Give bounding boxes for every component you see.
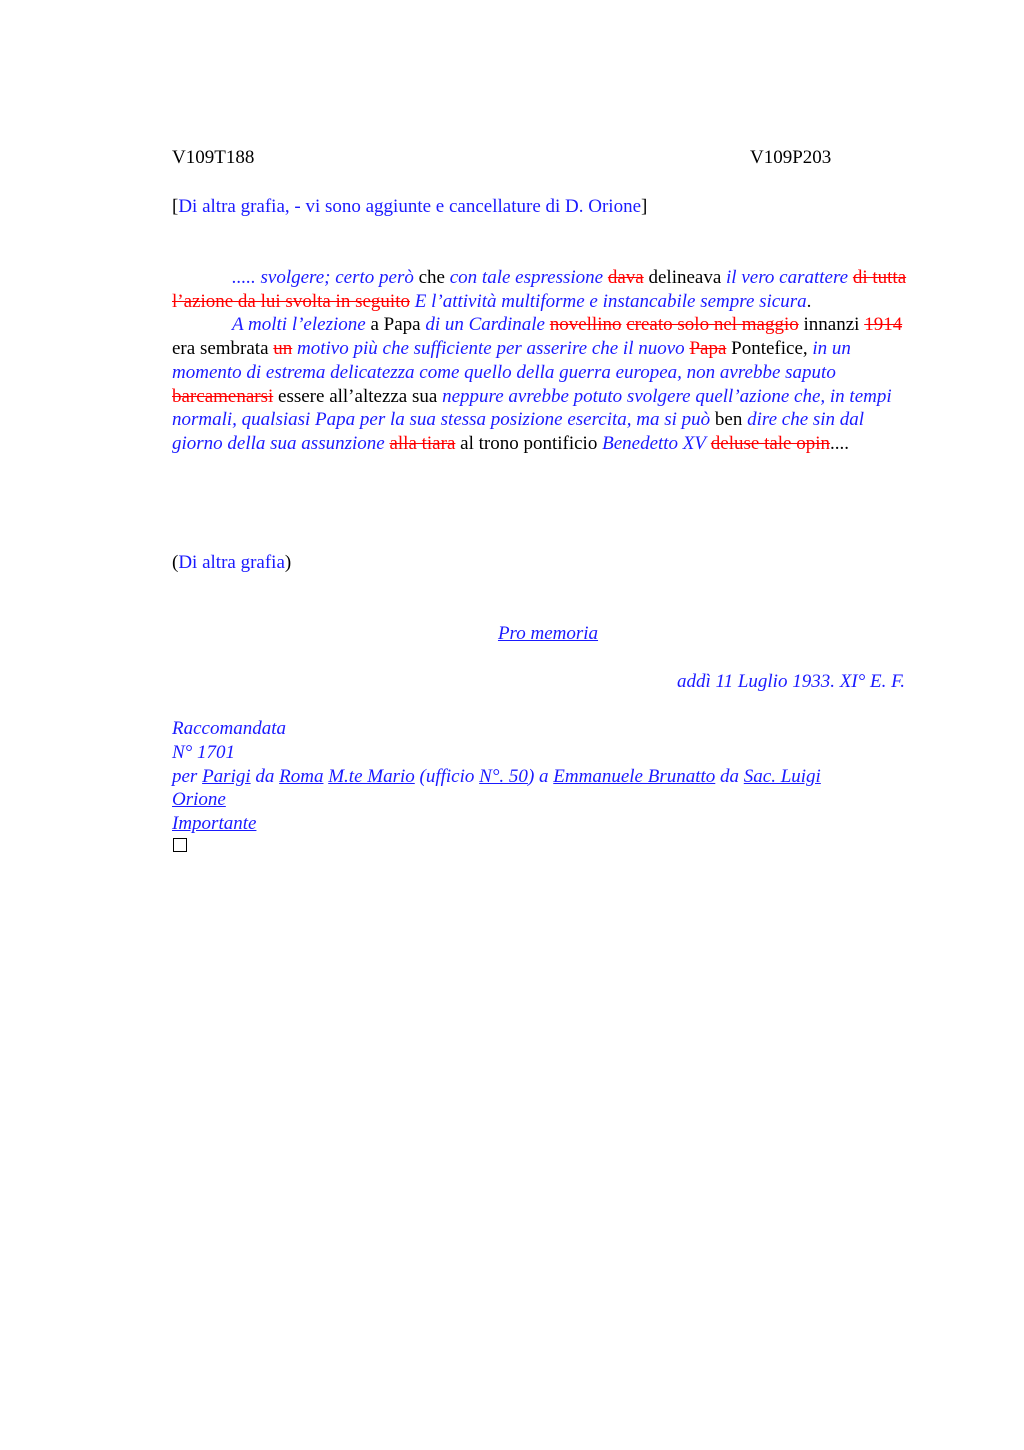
added-text: dire che sin dal giorno della sua assunzione	[172, 409, 865, 454]
checkbox-square-icon	[173, 838, 187, 852]
memo-date: addì 11 Luglio 1933. XI° E. F.	[676, 671, 905, 692]
deleted-text: alla tiara	[389, 432, 456, 454]
memo-word: ) a	[527, 765, 554, 787]
added-text: neppure avrebbe potuto svolgere quell’azione che, in tempi normali, qualsiasi Papa per la sua stessa posizione esercita, ma si può	[172, 385, 892, 431]
memo-line-number: N° 1701	[172, 741, 236, 763]
original-text: ....	[830, 432, 850, 454]
added-text: il vero carattere	[726, 267, 849, 288]
note-text: Di altra grafia	[178, 552, 285, 573]
deleted-text: di tutta l’azione da lui svolta in seguito	[172, 267, 907, 312]
memo-title: Pro memoria	[497, 623, 599, 644]
original-text: era sembrata	[172, 338, 274, 360]
deleted-text: dava	[607, 267, 644, 288]
original-text: delineava	[643, 267, 727, 288]
added-text: in un momento di estrema delicatezza come quello della guerra europea, non avrebbe saputo	[172, 338, 851, 383]
deleted-text: novellino	[549, 314, 622, 336]
deleted-text: barcamenarsi	[172, 385, 274, 407]
added-text: motivo più che sufficiente per asserire che il nuovo	[297, 338, 685, 360]
memo-important: Importante	[172, 813, 257, 835]
memo-word: da	[715, 765, 744, 787]
document-page	[172, 0, 916, 1450]
added-text: di un Cardinale	[425, 314, 545, 336]
original-text: a Papa	[365, 314, 426, 336]
transcribed-text	[172, 266, 916, 456]
added-text: ..... svolgere; certo però	[232, 267, 414, 288]
original-text: .	[806, 290, 812, 312]
deleted-text: 1914	[864, 314, 903, 336]
deleted-text: deluse tale opin	[710, 432, 831, 454]
memo-sender: Sac. Luigi	[743, 765, 821, 787]
code-left: V109T188	[172, 147, 255, 168]
added-text: A molti l’elezione	[232, 314, 366, 336]
original-text: essere all’altezza sua	[273, 385, 443, 407]
original-text: ben	[710, 409, 748, 431]
memo-sender-surname: Orione	[172, 789, 226, 811]
memo-office-number: N°. 50	[479, 765, 528, 787]
memo-line-address	[172, 765, 916, 789]
original-text: innanzi	[798, 314, 865, 336]
editorial-note-top	[172, 195, 647, 219]
bracket-open: [	[172, 196, 179, 217]
original-text: Pontefice,	[726, 338, 813, 360]
paragraph-2	[172, 313, 916, 455]
memo-details	[172, 717, 916, 836]
memo-word: da	[250, 765, 280, 787]
bracket-close: ]	[641, 196, 648, 217]
memo-word: (ufficio	[414, 765, 480, 787]
memo-destination: Parigi	[202, 765, 251, 787]
code-right: V109P203	[750, 147, 832, 168]
memo-origin: Roma	[279, 765, 324, 787]
paren-close: )	[284, 552, 292, 573]
paren-open: (	[172, 552, 179, 573]
memo-recipient: Emmanuele Brunatto	[553, 765, 716, 787]
deleted-text: creato solo nel maggio	[626, 314, 799, 336]
paragraph-1	[172, 266, 916, 313]
deleted-text: Papa	[689, 338, 727, 360]
memo-word: per	[172, 765, 203, 787]
memo-line-registered: Raccomandata	[172, 718, 286, 739]
editorial-note-middle	[172, 551, 291, 575]
original-text: che	[413, 267, 450, 288]
added-text: con tale espressione	[449, 267, 604, 288]
memo-origin-district: M.te Mario	[328, 765, 415, 787]
note-text: Di altra grafia, - vi sono aggiunte e cancellature di D. Orione	[178, 196, 642, 217]
original-text: al trono pontificio	[455, 432, 603, 454]
added-text: E l’attività multiforme e instancabile sempre sicura	[414, 290, 807, 312]
deleted-text: un	[273, 338, 293, 360]
added-text: Benedetto XV	[602, 432, 707, 454]
